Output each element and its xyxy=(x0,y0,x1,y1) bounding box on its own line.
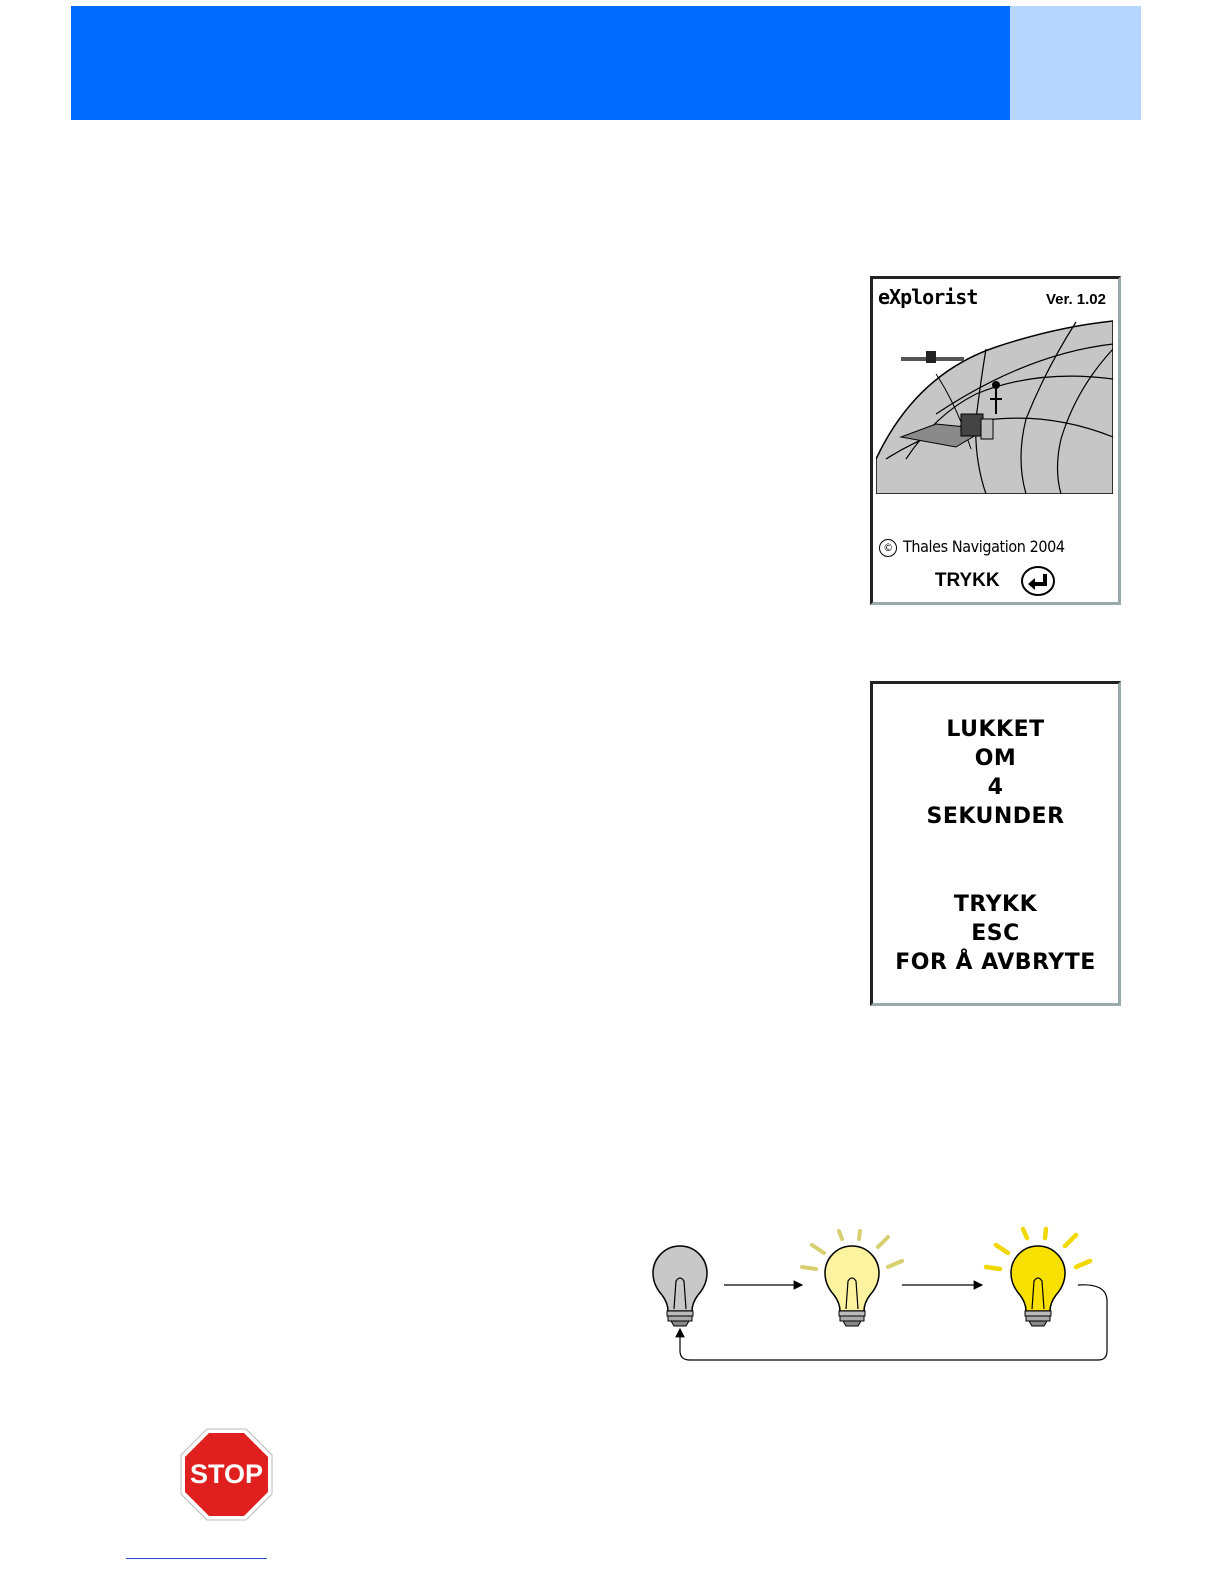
press-prompt xyxy=(873,565,1118,597)
shutdown-line-1: LUKKET xyxy=(946,717,1045,742)
stop-sign-label: STOP xyxy=(189,1459,264,1489)
copyright-text: Thales Navigation 2004 xyxy=(903,537,1065,556)
shutdown-message xyxy=(873,715,1118,831)
bulb-bright-icon xyxy=(986,1229,1090,1326)
shutdown-countdown: 4 xyxy=(987,775,1004,800)
cancel-line-2: ESC xyxy=(971,921,1020,946)
copyright-line xyxy=(879,537,1115,557)
cancel-line-1: TRYKK xyxy=(953,892,1038,917)
cancel-line-3: FOR Å AVBRYTE xyxy=(895,950,1096,975)
footnote-rule xyxy=(126,1558,267,1559)
version-label: Ver. 1.02 xyxy=(1045,291,1106,308)
copyright-symbol: © xyxy=(879,539,897,557)
globe-illustration xyxy=(876,319,1113,494)
bulb-off-icon xyxy=(653,1246,707,1326)
cancel-instruction xyxy=(873,890,1118,977)
app-name: eXplorist xyxy=(878,285,978,309)
device-screen-shutdown xyxy=(870,681,1121,1006)
shutdown-line-4: SEKUNDER xyxy=(926,804,1065,829)
bulb-dim-icon xyxy=(802,1231,902,1326)
header-bar xyxy=(71,6,1010,120)
shutdown-line-2: OM xyxy=(974,746,1017,771)
backlight-cycle-diagram xyxy=(640,1225,1120,1370)
press-label: TRYKK xyxy=(934,570,1000,591)
header-tab xyxy=(1010,6,1141,120)
enter-key-icon xyxy=(1020,565,1056,597)
device-screen-startup xyxy=(870,276,1121,605)
stop-sign-icon xyxy=(180,1428,273,1521)
